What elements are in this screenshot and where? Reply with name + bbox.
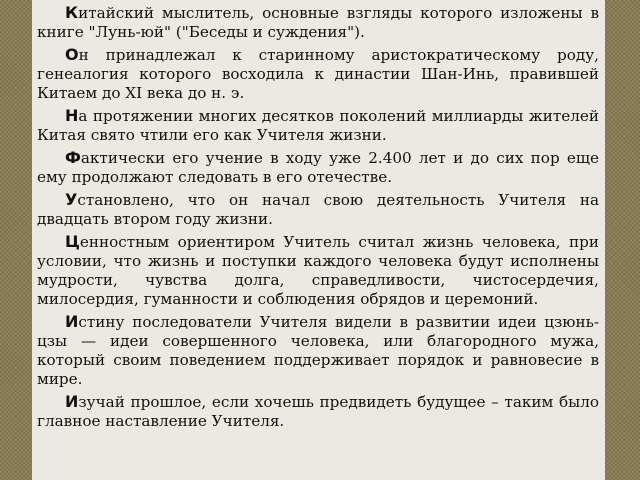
paragraph-1 <box>37 3 599 42</box>
paragraph-initial: О <box>65 45 79 64</box>
paragraph-initial: И <box>65 392 79 411</box>
paragraph-text: становлено, что он начал свою деятельность Учителя на двадцать втором году жизни. <box>37 191 599 228</box>
slide-text-page <box>32 0 605 480</box>
paragraph-text: н принадлежал к старинному аристократическому роду, генеалогия которого восходила к династии Шан-Инь, правившей Китаем до XI века до н. э. <box>37 46 599 102</box>
paragraph-text: енностным ориентиром Учитель считал жизнь человека, при условии, что жизнь и поступки каждого человека будут исполнены мудрости, чувства долга, справедливости, чистосердечия, милосердия, гуманности и соблюдения обрядов и церемоний. <box>37 233 599 308</box>
paragraph-8 <box>37 392 599 431</box>
paragraph-2 <box>37 45 599 103</box>
paragraph-initial: У <box>65 190 78 209</box>
paragraph-text: а протяжении многих десятков поколений миллиарды жителей Китая свято чтили его как Учителя жизни. <box>37 107 599 144</box>
paragraph-initial: К <box>65 3 79 22</box>
paragraph-initial: Ц <box>65 232 80 251</box>
paragraph-initial: Н <box>65 106 79 125</box>
paragraph-5 <box>37 190 599 229</box>
paragraph-6 <box>37 232 599 309</box>
paragraph-text: итайский мыслитель, основные взгляды которого изложены в книге "Лунь-юй" ("Беседы и суждения"). <box>37 4 599 41</box>
paragraph-3 <box>37 106 599 145</box>
paragraph-text: актически его учение в ходу уже 2.400 лет и до сих пор еще ему продолжают следовать в его отечестве. <box>37 149 599 186</box>
paragraph-7 <box>37 312 599 389</box>
paragraph-4 <box>37 148 599 187</box>
paragraph-text: зучай прошлое, если хочешь предвидеть будущее – таким было главное наставление Учителя. <box>37 393 599 430</box>
paragraph-text: стину последователи Учителя видели в развитии идеи цзюнь-цзы — идеи совершенного человека, или благородного мужа, который своим поведением поддерживает порядок и равновесие в мире. <box>37 313 599 388</box>
paragraph-initial: И <box>65 312 79 331</box>
paragraph-initial: Ф <box>65 148 81 167</box>
